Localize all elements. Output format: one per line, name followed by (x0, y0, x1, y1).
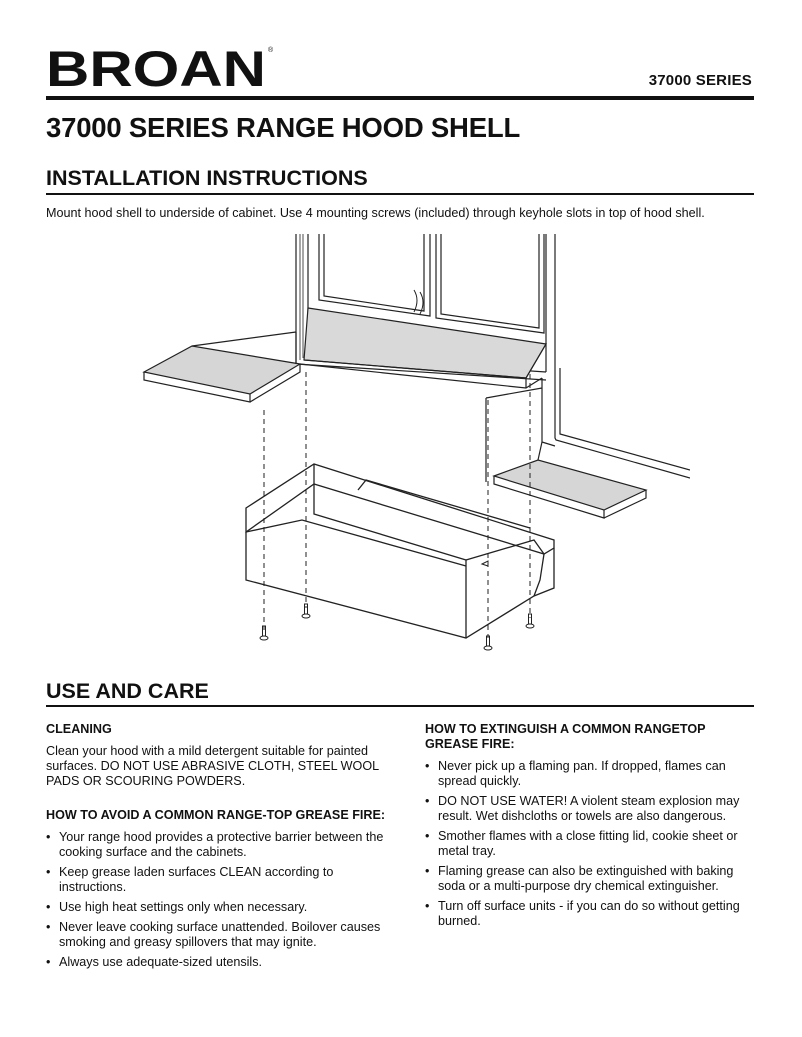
broan-logo (46, 44, 276, 94)
right-cabinet-bottom (494, 460, 646, 510)
cabinet-bottom (304, 308, 546, 378)
cleaning-text: Clean your hood with a mild detergent suitable for painted surfaces. DO NOT USE ABRASIVE CLOTH, STEEL WOOL PADS OR SCOURING POWDERS. (46, 744, 379, 788)
right-column (425, 722, 760, 934)
list-item: • Flaming grease can also be extinguished with baking soda or a multi-purpose dry chemical extinguisher. (425, 864, 734, 893)
list-item: • Never pick up a flaming pan. If dropped, flames can spread quickly. (425, 759, 726, 788)
list-item: • Always use adequate-sized utensils. (46, 955, 263, 969)
list-item: • Use high heat settings only when necessary. (46, 900, 308, 914)
series-tag: 37000 SERIES (648, 72, 752, 89)
installation-heading: INSTALLATION INSTRUCTIONS (46, 166, 368, 190)
list-item: • Keep grease laden surfaces CLEAN according to instructions. (46, 865, 334, 894)
svg-text:®: ® (268, 47, 274, 54)
left-column (46, 722, 386, 975)
avoid-fire-heading: HOW TO AVOID A COMMON RANGE-TOP GREASE FIRE: (46, 808, 386, 822)
svg-text:BROAN: BROAN (46, 44, 266, 94)
screws (260, 604, 534, 650)
installation-diagram (130, 228, 690, 660)
list-item: • Turn off surface units - if you can do so without getting burned. (425, 899, 740, 928)
hood-shell (246, 464, 554, 638)
installation-intro: Mount hood shell to underside of cabinet. Use 4 mounting screws (included) through keyhole slots in top of hood shell. (46, 206, 705, 220)
use-care-heading: USE AND CARE (46, 679, 209, 703)
avoid-fire-list (46, 830, 386, 970)
list-item: • DO NOT USE WATER! A violent steam explosion may result. Wet dishcloths or towels are also dangerous. (425, 794, 740, 823)
screw-guides (264, 372, 530, 638)
extinguish-fire-list (425, 759, 760, 929)
list-item: • Your range hood provides a protective barrier between the cooking surface and the cabinets. (46, 830, 384, 859)
header-rule (46, 96, 754, 100)
cleaning-heading: CLEANING (46, 722, 112, 736)
left-cabinet-bottom (144, 346, 300, 394)
list-item: • Never leave cooking surface unattended. Boilover causes smoking and greasy spillovers that may ignite. (46, 920, 381, 949)
extinguish-fire-heading: HOW TO EXTINGUISH A COMMON RANGETOP GREASE FIRE: (425, 722, 706, 751)
use-care-rule (46, 705, 754, 707)
page-title: 37000 SERIES RANGE HOOD SHELL (46, 112, 521, 143)
list-item: • Smother flames with a close fitting lid, cookie sheet or metal tray. (425, 829, 738, 858)
installation-rule (46, 193, 754, 195)
